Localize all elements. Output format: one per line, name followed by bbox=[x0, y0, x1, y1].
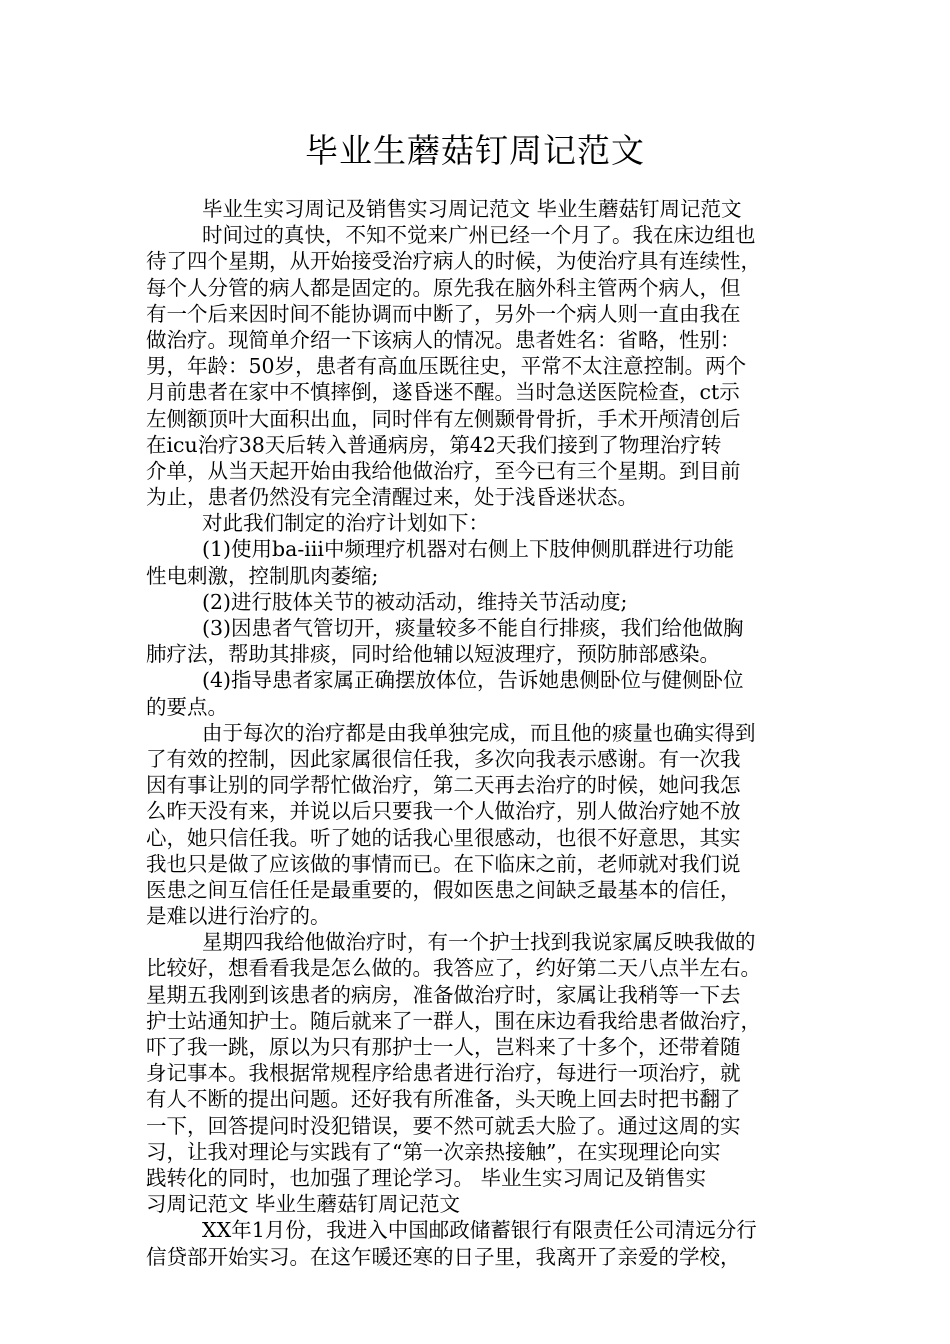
text-line: 践转化的同时，也加强了理论学习。 毕业生实习周记及销售实 bbox=[146, 1165, 707, 1190]
text-line: 星期四我给他做治疗时，有一个护士找到我说家属反映我做的 bbox=[202, 930, 756, 955]
text-line: 左侧额顶叶大面积出血，同时伴有左侧颞骨骨折，手术开颅清创后 bbox=[146, 406, 741, 431]
text-line: 是难以进行治疗的。 bbox=[146, 904, 331, 929]
text-line: 身记事本。我根据常规程序给患者进行治疗，每进行一项治疗，就 bbox=[146, 1061, 741, 1086]
text-line: (2)进行肢体关节的被动活动，维持关节活动度; bbox=[202, 589, 628, 614]
text-line: 有一个后来因时间不能协调而中断了，另外一个病人则一直由我在 bbox=[146, 301, 741, 326]
text-line: 一下，回答提问时没犯错误，要不然可就丢大脸了。通过这周的实 bbox=[146, 1113, 741, 1138]
text-line: 医患之间互信任任是最重要的，假如医患之间缺乏最基本的信任， bbox=[146, 877, 741, 902]
text-line: 我也只是做了应该做的事情而已。在下临床之前，老师就对我们说 bbox=[146, 851, 741, 876]
text-line: 的要点。 bbox=[146, 694, 228, 719]
text-line: 在icu治疗38天后转入普通病房，第42天我们接到了物理治疗转 bbox=[146, 432, 722, 457]
text-line: (4)指导患者家属正确摆放体位，告诉她患侧卧位与健侧卧位 bbox=[202, 668, 744, 693]
text-line: 习，让我对理论与实践有了“第一次亲热接触”，在实现理论向实 bbox=[146, 1139, 721, 1164]
text-line: 么昨天没有来，并说以后只要我一个人做治疗，别人做治疗她不放 bbox=[146, 799, 741, 824]
text-line: 毕业生实习周记及销售实习周记范文 毕业生蘑菇钉周记范文 bbox=[202, 197, 742, 221]
text-line: 因有事让别的同学帮忙做治疗，第二天再去治疗的时候，她问我怎 bbox=[146, 773, 741, 798]
text-line: 护士站通知护士。随后就来了一群人，围在床边看我给患者做治疗， bbox=[146, 1008, 761, 1033]
text-line: 男，年龄：50岁，患者有高血压既往史，平常不太注意控制。两个 bbox=[146, 354, 747, 379]
text-line: 性电刺激，控制肌肉萎缩; bbox=[146, 563, 379, 588]
text-line: 习周记范文 毕业生蘑菇钉周记范文 bbox=[146, 1192, 461, 1217]
text-line: 做治疗。现简单介绍一下该病人的情况。患者姓名：省略，性别： bbox=[146, 327, 741, 352]
text-line: 信贷部开始实习。在这乍暖还寒的日子里，我离开了亲爱的学校， bbox=[146, 1244, 741, 1269]
document-body bbox=[146, 196, 822, 1270]
text-line: 有人不断的提出问题。还好我有所准备，头天晚上回去时把书翻了 bbox=[146, 1087, 741, 1112]
text-line: 时间过的真快，不知不觉来广州已经一个月了。我在床边组也 bbox=[202, 223, 756, 248]
text-line: 比较好，想看看我是怎么做的。我答应了，约好第二天八点半左右。 bbox=[146, 956, 761, 981]
text-line: 每个人分管的病人都是固定的。原先我在脑外科主管两个病人，但 bbox=[146, 275, 741, 300]
text-line: 介单，从当天起开始由我给他做治疗，至今已有三个星期。到目前 bbox=[146, 458, 741, 483]
text-line: (1)使用ba-iii中频理疗机器对右侧上下肢伸侧肌群进行功能 bbox=[202, 537, 734, 562]
text-line: 吓了我一跳，原以为只有那护士一人，岂料来了十多个，还带着随 bbox=[146, 1035, 741, 1059]
text-line: XX年1月份，我进入中国邮政储蓄银行有限责任公司清远分行 bbox=[202, 1218, 757, 1243]
text-line: 心，她只信任我。听了她的话我心里很感动，也很不好意思，其实 bbox=[146, 825, 741, 850]
text-line: 肺疗法，帮助其排痰，同时给他辅以短波理疗，预防肺部感染。 bbox=[146, 642, 720, 667]
text-line: 为止，患者仍然没有完全清醒过来，处于浅昏迷状态。 bbox=[146, 485, 638, 510]
text-line: (3)因患者气管切开，痰量较多不能自行排痰，我们给他做胸 bbox=[202, 616, 744, 640]
document-title: 毕业生蘑菇钉周记范文 bbox=[305, 131, 645, 170]
text-line: 星期五我刚到该患者的病房，准备做治疗时，家属让我稍等一下去 bbox=[146, 982, 741, 1007]
text-line: 对此我们制定的治疗计划如下： bbox=[202, 511, 489, 536]
text-line: 了有效的控制，因此家属很信任我，多次向我表示感谢。有一次我 bbox=[146, 746, 741, 771]
text-line: 待了四个星期，从开始接受治疗病人的时候，为使治疗具有连续性， bbox=[146, 249, 761, 274]
text-line: 由于每次的治疗都是由我单独完成，而且他的痰量也确实得到 bbox=[202, 720, 756, 745]
text-line: 月前患者在家中不慎摔倒，遂昏迷不醒。当时急送医院检查，ct示 bbox=[146, 380, 740, 405]
